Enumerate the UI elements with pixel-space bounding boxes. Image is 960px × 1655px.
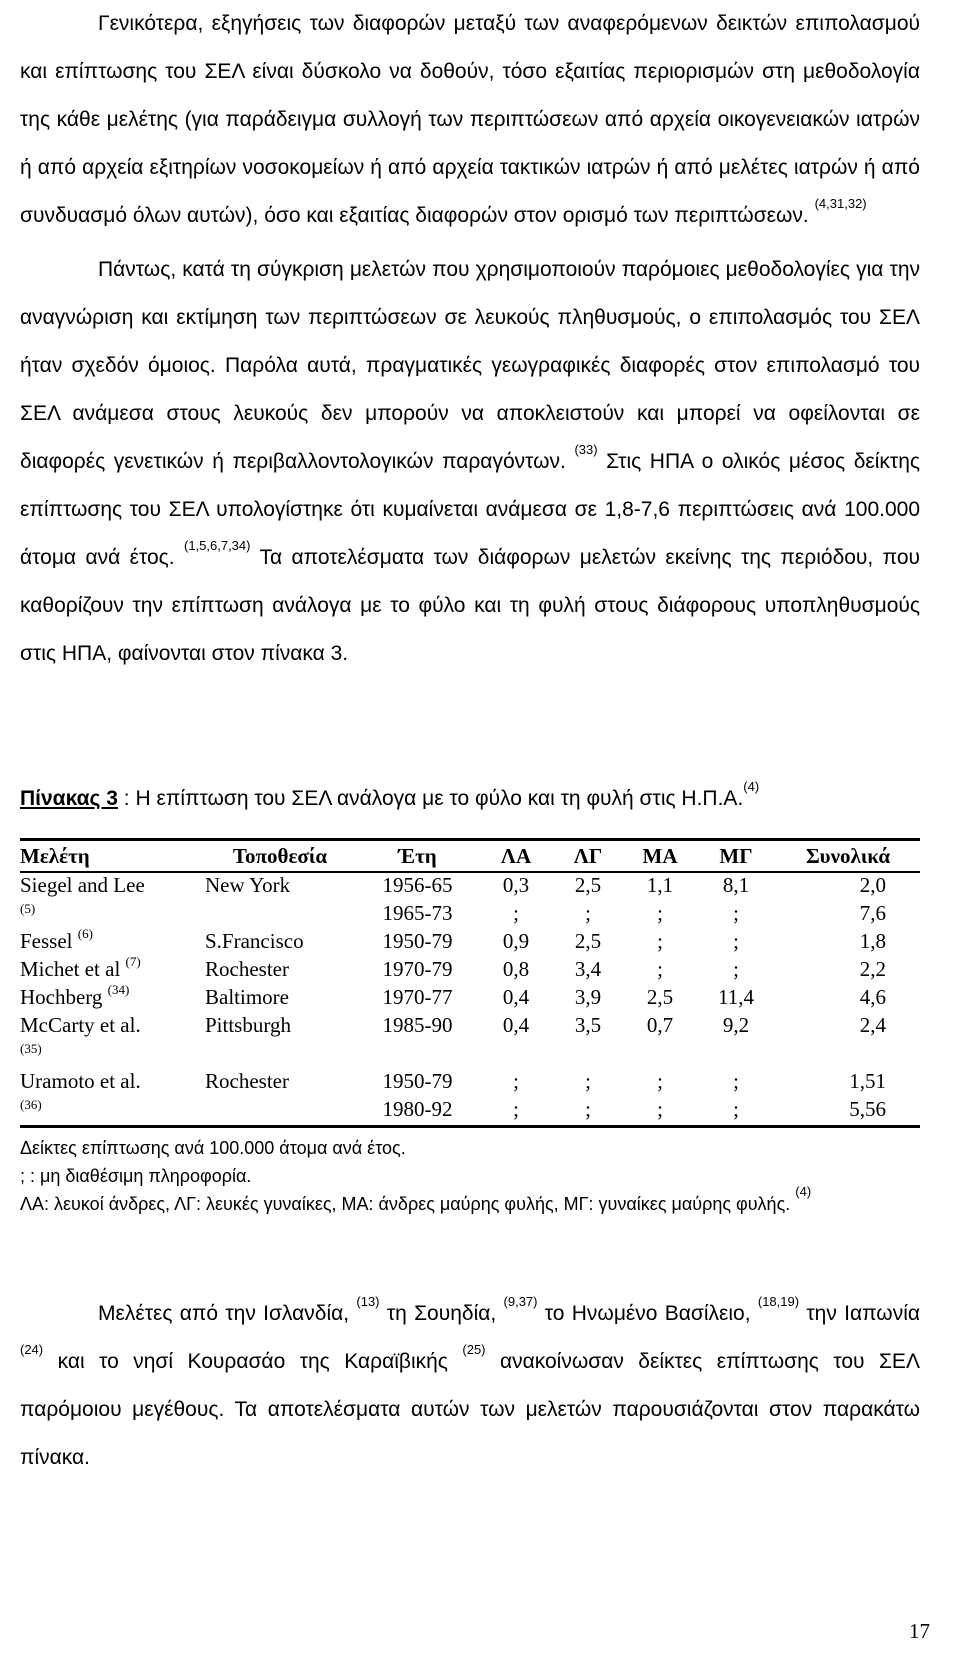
- cell-lg: 2,5: [574, 929, 602, 953]
- paragraph-3-text-6: ανακοίνωσαν δείκτες επίπτωσης του ΣΕΛ παρόμοιου μεγέθους. Τα αποτελέσματα αυτών των μελετών παρουσιάζονται στον παρακάτω πίνακα.: [20, 1350, 920, 1469]
- study-name: Uramoto et al.: [20, 1069, 141, 1093]
- paragraph-3-ref-5: (25): [462, 1342, 486, 1357]
- incidence-table: [20, 838, 920, 1128]
- cell-ma: 0,7: [646, 1013, 674, 1037]
- cell-total: 1,8: [859, 929, 886, 953]
- paragraph-3: [20, 1290, 920, 1482]
- cell-place: Rochester: [205, 957, 289, 981]
- cell-la: ;: [513, 901, 519, 925]
- cell-total: 5,56: [776, 1097, 920, 1127]
- cell-years: 1970-79: [382, 957, 453, 981]
- cell-study: [20, 954, 205, 985]
- study-name: Fessel: [20, 929, 73, 953]
- table-row: [20, 985, 920, 1013]
- cell-la: ;: [513, 1069, 519, 1093]
- cell-years: 1965-73: [382, 901, 453, 925]
- cell-study: [20, 982, 205, 1013]
- cell-study: [20, 926, 205, 957]
- cell-la: 0,9: [502, 929, 530, 953]
- cell-ma: ;: [657, 957, 663, 981]
- cell-mg: ;: [733, 929, 739, 953]
- note-units: Δείκτες επίπτωσης ανά 100.000 άτομα ανά έτος.: [20, 1138, 406, 1158]
- table-row: [20, 1069, 920, 1097]
- study-name: Michet et al: [20, 957, 121, 981]
- table-notes: [20, 1134, 920, 1218]
- cell-la: 0,8: [502, 957, 530, 981]
- cell-empty: [205, 1041, 920, 1069]
- cell-place: New York: [205, 873, 291, 897]
- cell-lg: ;: [552, 1097, 624, 1127]
- paragraph-3-ref-1: (13): [356, 1294, 380, 1309]
- paragraph-2: [20, 246, 920, 678]
- cell-place: Pittsburgh: [205, 1013, 291, 1037]
- cell-place: [205, 1097, 355, 1127]
- table-caption: [20, 779, 760, 811]
- cell-ma: ;: [657, 1069, 663, 1093]
- paragraph-3-text-3: το Ηνωμένο Βασίλειο,: [544, 1302, 751, 1325]
- study-name: Siegel and Lee: [20, 873, 145, 897]
- paragraph-1: [20, 0, 920, 240]
- paragraph-3-text-5: και το νησί Κουρασάο της Καραϊβικής: [57, 1350, 448, 1373]
- paragraph-3-text-2: τη Σουηδία,: [386, 1302, 497, 1325]
- cell-ma: 2,5: [646, 985, 674, 1009]
- cell-ma: 1,1: [646, 873, 674, 897]
- cell-years: 1950-79: [382, 1069, 453, 1093]
- cell-lg: ;: [585, 1069, 591, 1093]
- cell-la: 0,3: [502, 873, 530, 897]
- cell-study: [20, 1013, 205, 1041]
- table-row: [20, 901, 920, 929]
- table-row: [20, 1097, 920, 1127]
- cell-years: 1970-77: [382, 985, 453, 1009]
- header-la: ΛΑ: [480, 840, 552, 873]
- cell-total: 2,0: [859, 873, 886, 897]
- cell-total: 1,51: [849, 1069, 886, 1093]
- cell-mg: 9,2: [722, 1013, 750, 1037]
- note-abbreviations-text: ΛΑ: λευκοί άνδρες, ΛΓ: λευκές γυναίκες, ΜΑ: άνδρες μαύρης φυλής, ΜΓ: γυναίκες μαύρης φυλής.: [20, 1194, 791, 1214]
- cell-total: 4,6: [859, 985, 886, 1009]
- table-caption-text: : Η επίπτωση του ΣΕΛ ανάλογα με το φύλο και τη φυλή στις Η.Π.Α.: [123, 787, 744, 810]
- cell-study: [20, 872, 205, 901]
- cell-study: [20, 1069, 205, 1097]
- header-mg: ΜΓ: [696, 840, 776, 873]
- cell-years: 1980-92: [355, 1097, 480, 1127]
- note-abbreviations: [20, 1184, 920, 1218]
- cell-study: (5): [20, 901, 36, 916]
- cell-study: (36): [20, 1097, 205, 1127]
- cell-lg: 3,5: [574, 1013, 602, 1037]
- cell-years: 1985-90: [382, 1013, 453, 1037]
- study-ref: (6): [77, 926, 93, 941]
- study-name: McCarty et al.: [20, 1013, 141, 1037]
- cell-mg: 11,4: [718, 985, 754, 1009]
- paragraph-3-ref-2: (9,37): [503, 1294, 538, 1309]
- header-place: Τοποθεσία: [205, 840, 355, 873]
- table-row: [20, 1013, 920, 1041]
- note-abbreviations-ref: (4): [795, 1184, 812, 1199]
- cell-years: 1950-79: [382, 929, 453, 953]
- table-row: [20, 1041, 920, 1069]
- cell-place: [205, 901, 355, 929]
- table-caption-label: Πίνακας 3: [20, 787, 118, 810]
- table-caption-ref: (4): [743, 779, 760, 794]
- cell-lg: 3,9: [574, 985, 602, 1009]
- cell-years: 1956-65: [382, 873, 453, 897]
- table-row: [20, 872, 920, 901]
- cell-total: 2,2: [859, 957, 886, 981]
- study-ref: (34): [107, 982, 130, 997]
- cell-mg: ;: [733, 957, 739, 981]
- cell-mg: ;: [696, 1097, 776, 1127]
- cell-place: S.Francisco: [205, 929, 304, 953]
- cell-mg: ;: [733, 901, 739, 925]
- cell-mg: 8,1: [722, 873, 750, 897]
- cell-place: Baltimore: [205, 985, 289, 1009]
- study-ref: (7): [125, 954, 141, 969]
- paragraph-3-text-4: την Ιαπωνία: [806, 1302, 921, 1325]
- cell-la: 0,4: [502, 1013, 530, 1037]
- cell-ma: ;: [624, 1097, 696, 1127]
- cell-la: 0,4: [502, 985, 530, 1009]
- header-study: Μελέτη: [20, 840, 205, 873]
- study-name: Hochberg: [20, 985, 103, 1009]
- paragraph-2-text-2: Στις ΗΠΑ ο ολικός μέσος δείκτης επίπτωσης του ΣΕΛ υπολογίστηκε ότι κυμαίνεται ανάμεσα σε 1,8-7,6 περιπτώσεις ανά 100.000 άτομα ανά έτος.: [20, 450, 921, 569]
- paragraph-2-text-3: Τα αποτελέσματα των διάφορων μελετών εκείνης της περιόδου, που καθορίζουν την επίπτωση ανάλογα με το φύλο και τη φυλή στους διάφορους υποπληθυσμούς στις ΗΠΑ, φαίνονται στον πίνακα 3.: [20, 546, 920, 665]
- paragraph-3-ref-3: (18,19): [757, 1294, 800, 1309]
- header-years: Έτη: [355, 840, 480, 873]
- cell-lg: 3,4: [574, 957, 602, 981]
- paragraph-1-ref: (4,31,32): [814, 196, 867, 211]
- paragraph-2-ref-1: (33): [574, 442, 598, 457]
- cell-place: Rochester: [205, 1069, 289, 1093]
- header-lg: ΛΓ: [552, 840, 624, 873]
- cell-total: 2,4: [859, 1013, 886, 1037]
- paragraph-3-ref-4: (24): [20, 1342, 44, 1357]
- table-row: [20, 957, 920, 985]
- paragraph-1-text: Γενικότερα, εξηγήσεις των διαφορών μεταξύ των αναφερόμενων δεικτών επιπολασμού και επίπτωσης του ΣΕΛ είναι δύσκολο να δοθούν, τόσο εξαιτίας περιορισμών στη μεθοδολογία της κάθε μελέτης (για παράδειγμα συλλογή των περιπτώσεων από αρχεία οικογενειακών ιατρών ή από αρχεία εξιτηρίων νοσοκομείων ή από αρχεία τακτικών ιατρών ή από μελέτες ιατρών ή από συνδυασμό όλων αυτών), όσο και εξαιτίας διαφορών στον ορισμό των περιπτώσεων.: [20, 12, 920, 227]
- paragraph-3-text-1: Μελέτες από την Ισλανδία,: [98, 1302, 350, 1325]
- cell-la: ;: [480, 1097, 552, 1127]
- note-missing: ; : μη διαθέσιμη πληροφορία.: [20, 1166, 252, 1186]
- cell-lg: 2,5: [574, 873, 602, 897]
- cell-lg: ;: [585, 901, 591, 925]
- paragraph-2-text-1: Πάντως, κατά τη σύγκριση μελετών που χρησιμοποιούν παρόμοιες μεθοδολογίες για την αναγνώριση και εκτίμηση των περιπτώσεων σε λευκούς πληθυσμούς, ο επιπολασμός του ΣΕΛ ήταν σχεδόν όμοιος. Παρόλα αυτά, πραγματικές γεωγραφικές διαφορές στον επιπολασμό του ΣΕΛ ανάμεσα στους λευκούς δεν μπορούν να αποκλειστούν και μπορεί να οφείλονται σε διαφορές γενετικών ή περιβαλλοντολογικών παραγόντων.: [20, 258, 920, 473]
- header-ma: ΜΑ: [624, 840, 696, 873]
- cell-ma: ;: [657, 901, 663, 925]
- cell-ma: ;: [657, 929, 663, 953]
- cell-mg: ;: [733, 1069, 739, 1093]
- table-row: [20, 929, 920, 957]
- cell-study: (35): [20, 1041, 42, 1056]
- cell-total: 7,6: [859, 901, 886, 925]
- table-header-row: [20, 840, 920, 873]
- paragraph-2-ref-2: (1,5,6,7,34): [183, 538, 251, 553]
- header-total: Συνολικά: [776, 840, 920, 873]
- page-number: 17: [909, 1619, 930, 1643]
